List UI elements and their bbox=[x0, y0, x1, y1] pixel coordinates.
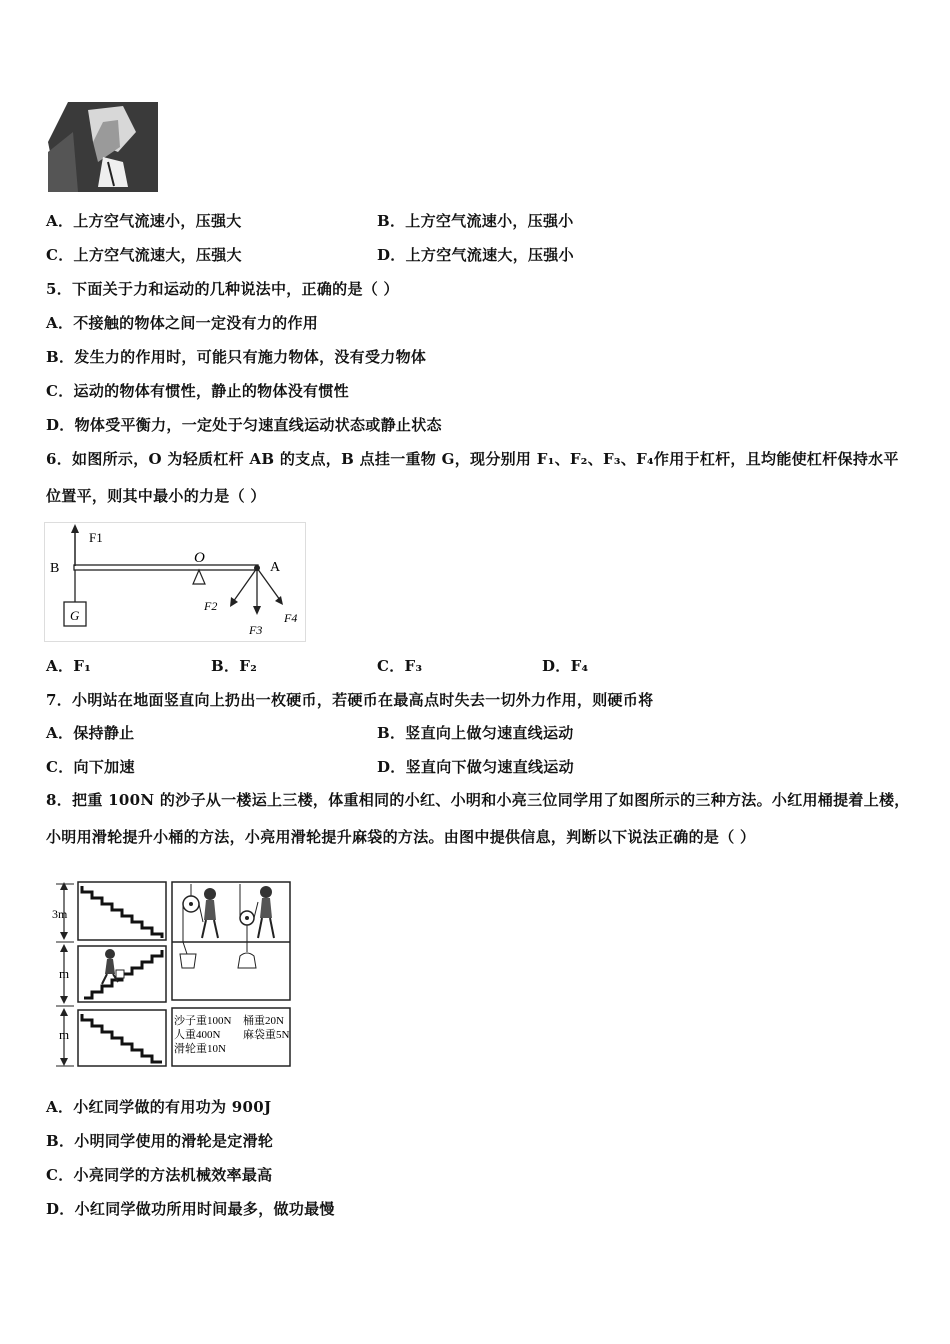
q5-option-d: D．物体受平衡力，一定处于匀速直线运动状态或静止状态 bbox=[46, 416, 442, 434]
q5-option-a: A．不接触的物体之间一定没有力的作用 bbox=[46, 314, 319, 332]
height-label-bottom: m bbox=[59, 1027, 70, 1042]
info-bucket-weight: 桶重20N bbox=[243, 1015, 284, 1027]
q6-stem: 6．如图所示，O 为轻质杠杆 AB 的支点，B 点挂一重物 G，现分别用 F₁、F₂、F₃、F₄作用于杠杆，且均能使杠杆保持水平位置平，则其中最小的力是（ ） bbox=[46, 450, 899, 505]
info-sack-weight: 麻袋重5N bbox=[243, 1029, 290, 1041]
label-b: B bbox=[50, 561, 60, 576]
q7-option-d: D．竖直向下做匀速直线运动 bbox=[377, 758, 574, 776]
q6-option-a: A．F₁ bbox=[46, 657, 92, 675]
q7-option-c: C．向下加速 bbox=[46, 758, 135, 776]
q4-option-b: B．上方空气流速小，压强小 bbox=[377, 212, 574, 230]
q4-option-a: A．上方空气流速小，压强大 bbox=[46, 212, 242, 230]
height-label-mid: m bbox=[59, 966, 70, 981]
q7-stem: 7．小明站在地面竖直向上扔出一枚硬币，若硬币在最高点时失去一切外力作用，则硬币将 bbox=[46, 691, 654, 709]
q6-option-c: C．F₃ bbox=[377, 657, 423, 675]
info-pulley-weight: 滑轮重10N bbox=[174, 1043, 226, 1055]
label-a: A bbox=[270, 560, 281, 575]
q5-option-b: B．发生力的作用时，可能只有施力物体，没有受力物体 bbox=[46, 348, 427, 366]
lever-bar bbox=[74, 565, 258, 570]
q7-option-b: B．竖直向上做匀速直线运动 bbox=[377, 724, 574, 742]
label-f2: F2 bbox=[204, 599, 218, 613]
label-f1: F1 bbox=[89, 530, 103, 545]
info-sand-weight: 沙子重100N bbox=[174, 1015, 232, 1027]
label-f3: F3 bbox=[249, 623, 263, 637]
q4-option-c: C．上方空气流速大，压强大 bbox=[46, 246, 242, 264]
q6-option-b: B．F₂ bbox=[211, 657, 258, 675]
label-g: G bbox=[70, 608, 80, 623]
q6-lever-figure bbox=[44, 522, 306, 642]
q5-stem: 5．下面关于力和运动的几种说法中，正确的是（ ） bbox=[46, 280, 399, 298]
q8-option-b: B．小明同学使用的滑轮是定滑轮 bbox=[46, 1132, 274, 1150]
q8-figure bbox=[50, 878, 298, 1068]
fulcrum bbox=[193, 570, 205, 584]
q8-option-c: C．小亮同学的方法机械效率最高 bbox=[46, 1166, 273, 1184]
label-f4: F4 bbox=[284, 611, 298, 625]
q4-photo bbox=[48, 102, 158, 192]
q6-option-d: D．F₄ bbox=[542, 657, 589, 675]
q5-option-c: C．运动的物体有惯性，静止的物体没有惯性 bbox=[46, 382, 349, 400]
q8-option-a: A．小红同学做的有用功为 900J bbox=[46, 1098, 272, 1116]
q7-option-a: A．保持静止 bbox=[46, 724, 135, 742]
q8-stem: 8．把重 100N 的沙子从一楼运上三楼，体重相同的小红、小明和小亮三位同学用了如图所示的三种方法。小红用桶提着上楼，小明用滑轮提升小桶的方法，小亮用滑轮提升麻袋的方法。由图中提供信息，判断以下说法正确的是（ ） bbox=[46, 791, 910, 846]
q8-option-d: D．小红同学做功所用时间最多，做功最慢 bbox=[46, 1200, 335, 1218]
height-label-top: 3m bbox=[52, 907, 68, 921]
label-o: O bbox=[194, 550, 205, 566]
info-person-weight: 人重400N bbox=[174, 1029, 221, 1041]
q4-option-d: D．上方空气流速大，压强小 bbox=[377, 246, 574, 264]
